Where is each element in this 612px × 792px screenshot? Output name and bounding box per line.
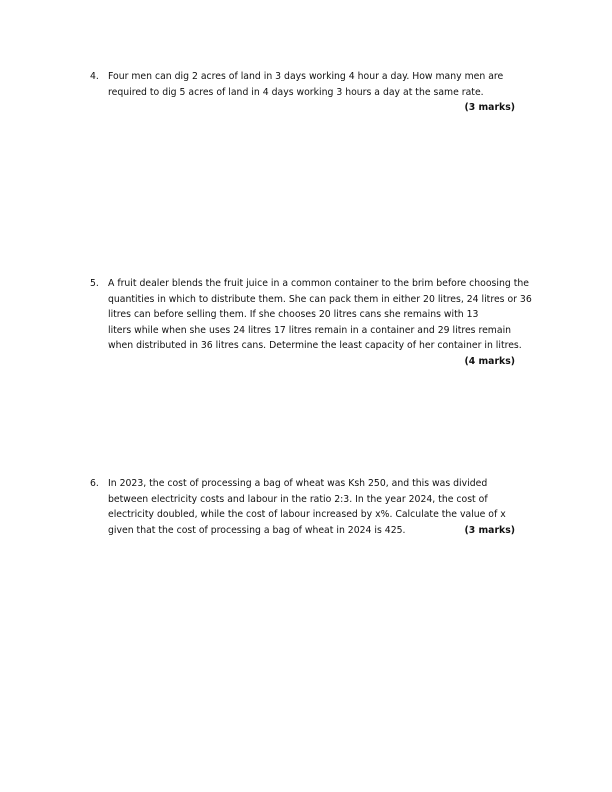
question-line: electricity doubled, while the cost of labour increased by x%. Calculate the value of x — [108, 509, 506, 521]
question-line: In 2023, the cost of processing a bag of wheat was Ksh 250, and this was divided — [108, 478, 488, 489]
question-last-line — [108, 523, 536, 539]
question-line: litres can before selling them. If she chooses 20 litres cans she remains with 13 — [108, 309, 479, 321]
question-line: quantities in which to distribute them. She can pack them in either 20 litres, 24 litres or 36 — [108, 293, 532, 305]
question-number: 5. — [90, 278, 99, 289]
question-text — [108, 69, 536, 116]
question-line: when distributed in 36 litres cans. Determine the least capacity of her container in litres. — [108, 340, 522, 352]
question-line: A fruit dealer blends the fruit juice in a common container to the brim before choosing the — [108, 278, 529, 289]
question-text — [108, 476, 536, 538]
question-number: 6. — [90, 478, 99, 489]
marks-label: (3 marks) — [464, 102, 515, 114]
question-6 — [90, 476, 536, 538]
marks-label: (4 marks) — [464, 355, 515, 367]
question-number: 4. — [90, 71, 99, 82]
question-4 — [90, 69, 536, 116]
question-line: Four men can dig 2 acres of land in 3 days working 4 hour a day. How many men are — [108, 71, 504, 82]
question-text — [108, 276, 536, 370]
question-line: between electricity costs and labour in the ratio 2:3. In the year 2024, the cost of — [108, 493, 488, 505]
question-line: required to dig 5 acres of land in 4 days working 3 hours a day at the same rate. — [108, 86, 484, 98]
question-5 — [90, 276, 536, 370]
question-line: given that the cost of processing a bag of wheat in 2024 is 425. — [108, 524, 406, 536]
question-line: liters while when she uses 24 litres 17 litres remain in a container and 29 litres remain — [108, 324, 512, 336]
marks-label: (3 marks) — [464, 524, 515, 536]
